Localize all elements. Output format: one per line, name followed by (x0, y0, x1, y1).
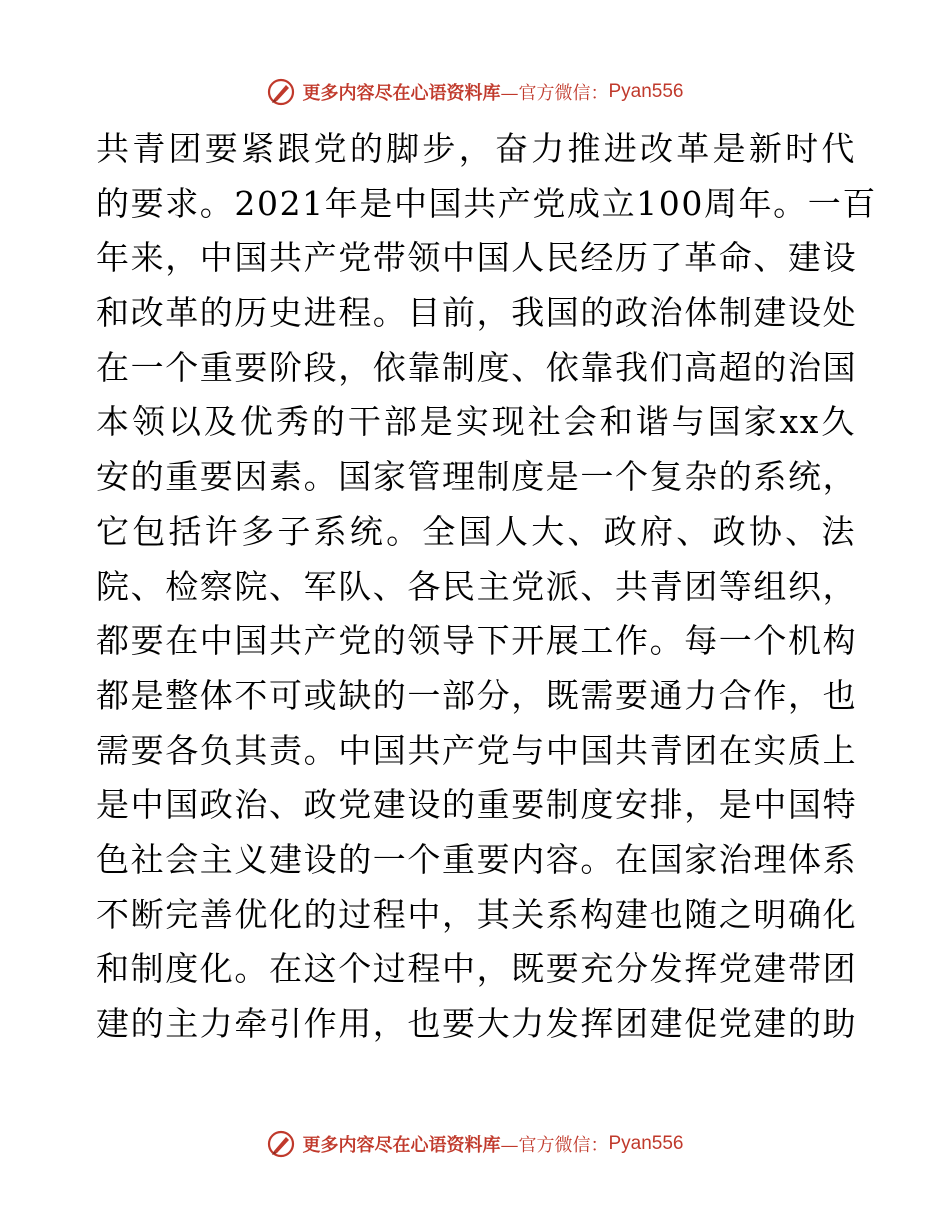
text-line: 的要求。2021年是中国共产党成立100周年。一百 (96, 183, 877, 223)
text-line: 在一个重要阶段，依靠制度、依靠我们高超的治国 (96, 347, 858, 387)
text-line: 院、检察院、军队、各民主党派、共青团等组织， (96, 566, 858, 606)
footer-banner (0, 1122, 950, 1166)
text-line: 都是整体不可或缺的一部分，既需要通力合作，也 (96, 675, 858, 715)
document-body (96, 122, 877, 1052)
quill-logo-icon (266, 77, 296, 107)
footer-banner-main: 更多内容尽在心语资料库 (302, 1135, 501, 1156)
header-banner-text (302, 79, 683, 105)
footer-banner-text (302, 1131, 683, 1157)
text-line: 都要在中国共产党的领导下开展工作。每一个机构 (96, 621, 858, 661)
text-line: 年来，中国共产党带领中国人民经历了革命、建设 (96, 238, 858, 278)
quill-logo-icon (266, 1129, 296, 1159)
text-line: 和制度化。在这个过程中，既要充分发挥党建带团 (96, 949, 858, 989)
text-line: 是中国政治、政党建设的重要制度安排，是中国特 (96, 785, 858, 825)
text-line: 和改革的历史进程。目前，我国的政治体制建设处 (96, 293, 858, 333)
text-line: 色社会主义建设的一个重要内容。在国家治理体系 (96, 839, 858, 879)
text-line: 建的主力牵引作用，也要大力发挥团建促党建的助 (96, 1004, 858, 1043)
header-banner-sub: —官方微信： (500, 83, 609, 104)
header-banner-id: Pyan556 (608, 81, 684, 102)
header-banner (0, 70, 950, 114)
text-line: 需要各负其责。中国共产党与中国共青团在实质上 (96, 730, 858, 770)
text-line: 它包括许多子系统。全国人大、政府、政协、法 (96, 511, 856, 551)
text-line: 本领以及优秀的干部是实现社会和谐与国家xx久 (96, 402, 856, 442)
text-line: 不断完善优化的过程中，其关系构建也随之明确化 (96, 894, 858, 934)
text-line: 共青团要紧跟党的脚步，奋力推进改革是新时代 (96, 129, 856, 168)
footer-banner-id: Pyan556 (608, 1133, 684, 1154)
footer-banner-sub: —官方微信： (500, 1135, 609, 1156)
header-banner-main: 更多内容尽在心语资料库 (302, 83, 501, 104)
text-line: 安的重要因素。国家管理制度是一个复杂的系统， (96, 457, 858, 497)
